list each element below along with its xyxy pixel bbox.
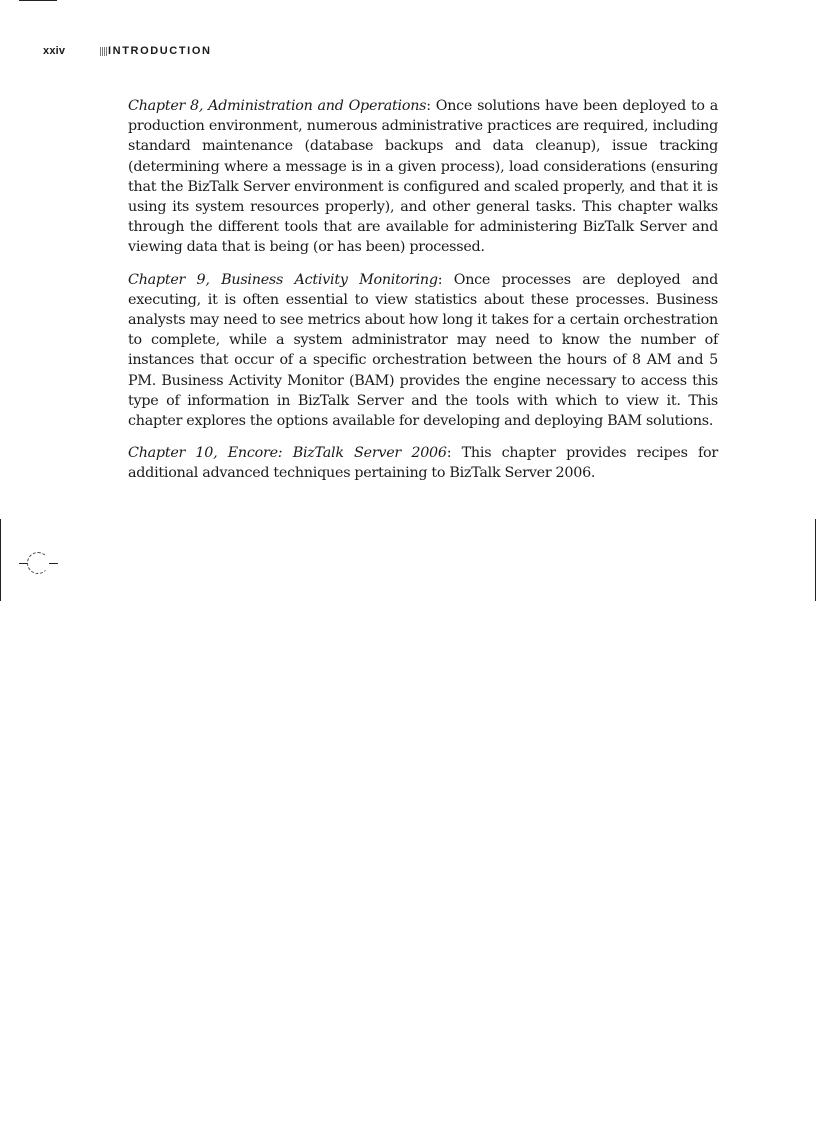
chapter-10-description: : This chapter provides recipes for additional advanced techniques pertaining to BizTalk Server 2006. [128, 445, 718, 482]
chapter-9-paragraph [128, 270, 718, 432]
chapter-8-paragraph [128, 96, 718, 258]
chapter-9-title: Chapter 9, Business Activity Monitoring [128, 271, 438, 288]
chapter-8-description: : Once solutions have been deployed to a production environment, numerous administrative practices are required, including standard maintenance (database backups and data cleanup), issue tracking (determining where a message is in a given process), load considerations (ensuring that the BizTalk Server environment is configured and scaled properly, and that it is using its system resources properly), and other general tasks. This chapter walks through the different tools that are available for administering BizTalk Server and viewing data that is being (or has been) processed. [128, 98, 718, 256]
registration-line-right [49, 563, 58, 564]
chapter-9-description: : Once processes are deployed and executing, it is often essential to view statistics about these processes. Business analysts may need to see metrics about how long it takes for a certain orchestration to complete, while a system administrator may need to know the number of instances that occur of a specific orchestration between the hours of 8 AM and 5 PM. Business Activity Monitor (BAM) provides the engine necessary to access this type of information in BizTalk Server and the tools with which to view it. This chapter explores the options available for developing and deploying BAM solutions. [128, 271, 718, 430]
chapter-10-paragraph [128, 443, 718, 483]
chapter-10-title: Chapter 10, Encore: BizTalk Server 2006 [128, 445, 447, 462]
page-number: xxiv [43, 45, 66, 57]
section-marker-icon [100, 47, 107, 56]
trim-mark-left [0, 519, 1, 601]
crop-mark-top [19, 0, 57, 1]
registration-mark [27, 552, 49, 574]
page-body [128, 96, 718, 496]
running-header [43, 43, 212, 59]
section-title: INTRODUCTION [108, 45, 212, 57]
chapter-8-title: Chapter 8, Administration and Operations [128, 98, 427, 114]
